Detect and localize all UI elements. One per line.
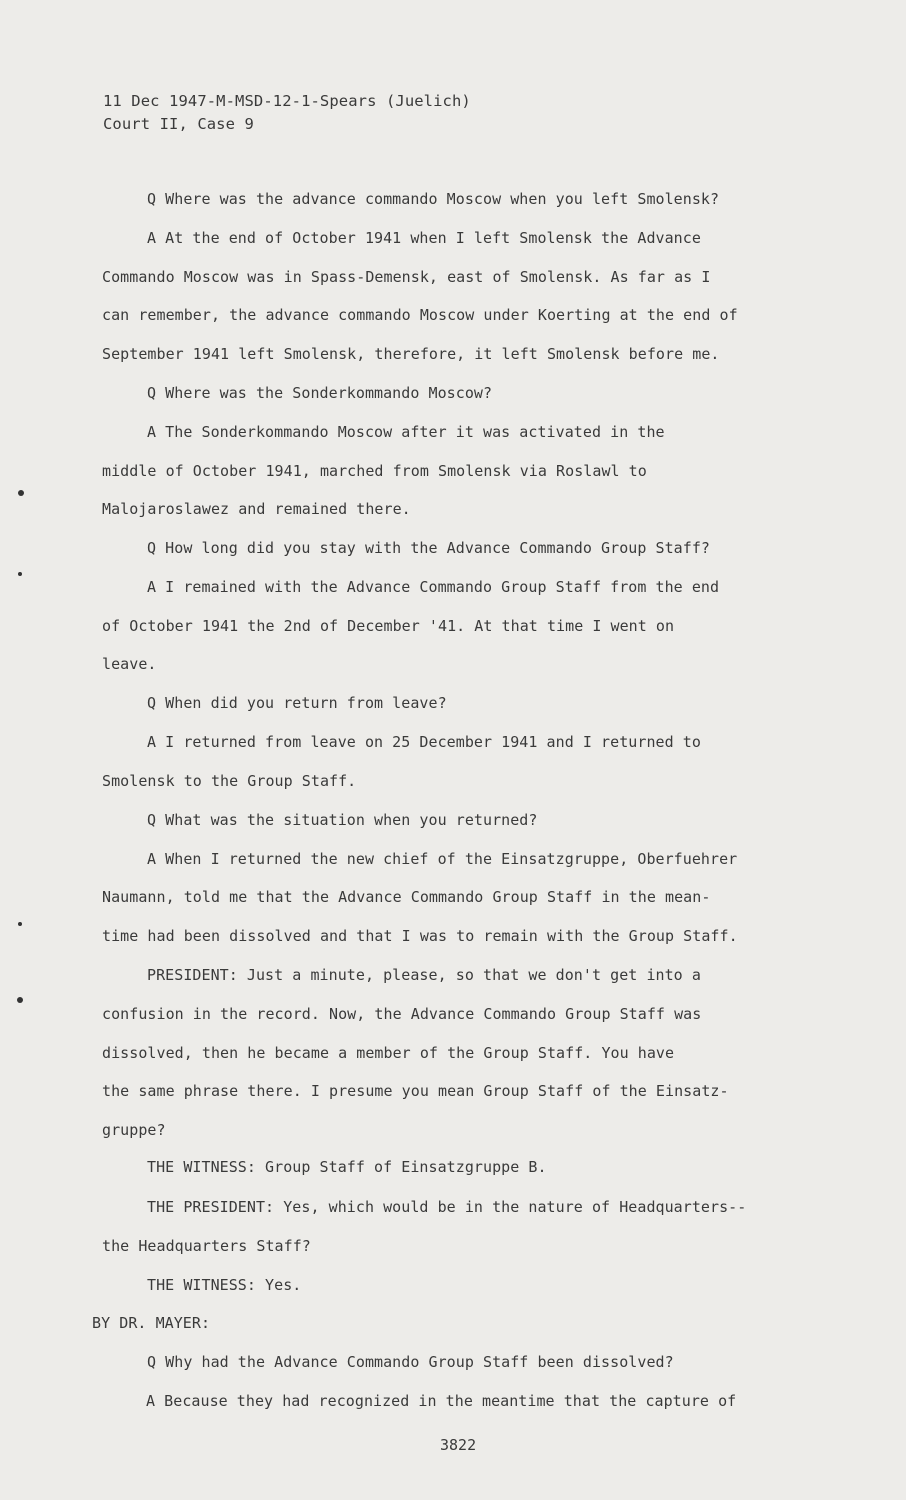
transcript-line: gruppe? — [102, 1121, 166, 1139]
transcript-line: the same phrase there. I presume you mean Group Staff of the Einsatz- — [102, 1082, 729, 1100]
transcript-line: A At the end of October 1941 when I left Smolensk the Advance — [147, 229, 701, 247]
transcript-line: Q Why had the Advance Commando Group Staff been dissolved? — [147, 1353, 674, 1371]
transcript-line: PRESIDENT: Just a minute, please, so that we don't get into a — [147, 966, 701, 984]
transcript-line: THE WITNESS: Yes. — [147, 1276, 302, 1294]
transcript-line: the Headquarters Staff? — [102, 1237, 311, 1255]
transcript-line: Q What was the situation when you returned? — [147, 811, 538, 829]
transcript-line: A I remained with the Advance Commando Group Staff from the end — [147, 578, 720, 596]
transcript-line: Q Where was the Sonderkommando Moscow? — [147, 384, 493, 402]
transcript-line: Smolensk to the Group Staff. — [102, 772, 357, 790]
transcript-line: confusion in the record. Now, the Advance Commando Group Staff was — [102, 1005, 702, 1023]
binding-hole-mark — [18, 490, 24, 496]
transcript-line: A Because they had recognized in the meantime that the capture of — [146, 1392, 737, 1410]
transcript-line: A When I returned the new chief of the Einsatzgruppe, Oberfuehrer — [147, 850, 738, 868]
transcript-line: Q Where was the advance commando Moscow when you left Smolensk? — [147, 190, 720, 208]
transcript-line: A I returned from leave on 25 December 1941 and I returned to — [147, 733, 701, 751]
transcript-line: Malojaroslawez and remained there. — [102, 500, 411, 518]
transcript-line: BY DR. MAYER: — [92, 1314, 211, 1332]
transcript-line: leave. — [102, 655, 157, 673]
transcript-line: Commando Moscow was in Spass-Demensk, east of Smolensk. As far as I — [102, 268, 711, 286]
transcript-line: September 1941 left Smolensk, therefore, it left Smolensk before me. — [102, 345, 720, 363]
header-case-reference: 11 Dec 1947-M-MSD-12-1-Spears (Juelich) — [103, 92, 471, 110]
transcript-line: Q How long did you stay with the Advance Commando Group Staff? — [147, 539, 711, 557]
transcript-line: can remember, the advance commando Moscow under Koerting at the end of — [102, 306, 738, 324]
transcript-line: THE PRESIDENT: Yes, which would be in the nature of Headquarters-- — [147, 1198, 747, 1216]
transcript-line: A The Sonderkommando Moscow after it was activated in the — [147, 423, 665, 441]
transcript-line: Naumann, told me that the Advance Commando Group Staff in the mean- — [102, 888, 711, 906]
header-court-case: Court II, Case 9 — [103, 115, 254, 133]
transcript-line: THE WITNESS: Group Staff of Einsatzgruppe B. — [147, 1158, 547, 1176]
transcript-line: time had been dissolved and that I was to remain with the Group Staff. — [102, 927, 738, 945]
transcript-line: middle of October 1941, marched from Smolensk via Roslawl to — [102, 462, 647, 480]
binding-hole-mark — [17, 997, 23, 1003]
transcript-line: Q When did you return from leave? — [147, 694, 447, 712]
transcript-line: of October 1941 the 2nd of December '41. At that time I went on — [102, 617, 675, 635]
binding-hole-mark — [18, 572, 22, 576]
transcript-line: dissolved, then he became a member of the Group Staff. You have — [102, 1044, 675, 1062]
page-number: 3822 — [440, 1436, 477, 1454]
binding-hole-mark — [18, 922, 22, 926]
